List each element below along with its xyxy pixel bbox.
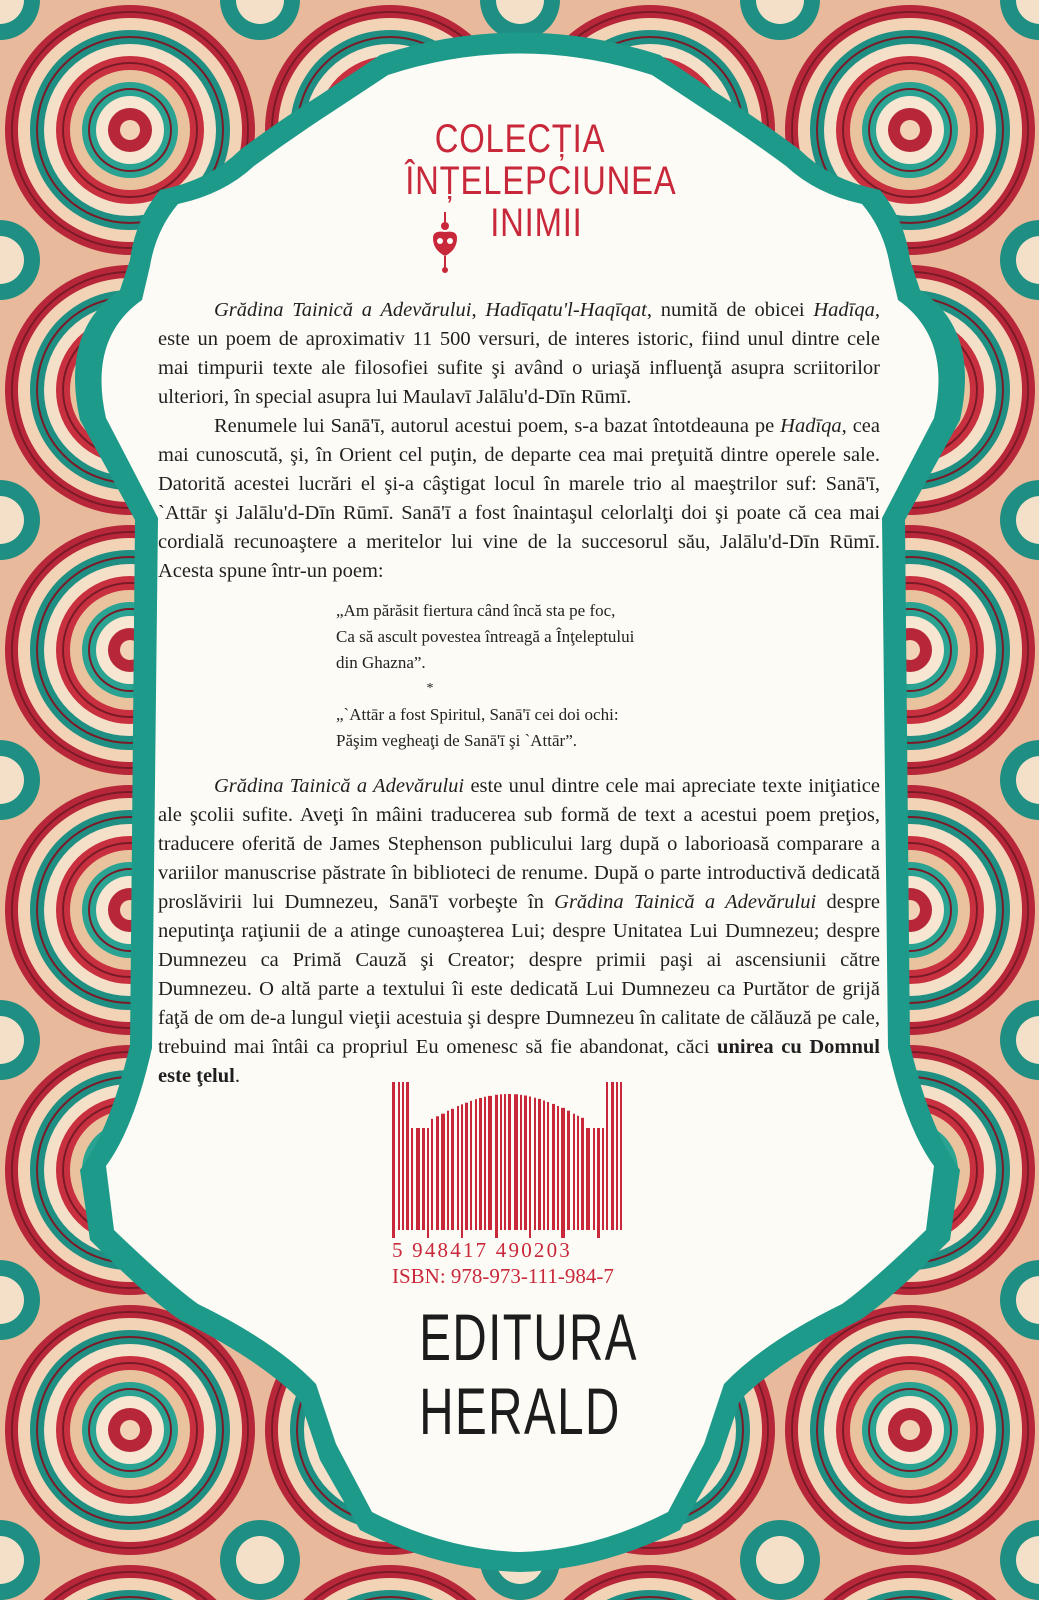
barcode-bar — [524, 1096, 527, 1230]
barcode-bar — [543, 1101, 545, 1230]
barcode-bar — [392, 1082, 395, 1238]
barcode-bar — [500, 1094, 502, 1230]
barcode-bar — [547, 1102, 549, 1230]
barcode — [390, 1080, 640, 1240]
series-line-2: ÎNȚELEPCIUNEA — [405, 159, 677, 203]
publisher-line-1: EDITURA — [419, 1300, 638, 1374]
barcode-bar — [495, 1095, 498, 1238]
quote-separator: * — [426, 681, 434, 696]
book-alt-title: Hadīqatu'l-Haqīqat — [485, 299, 647, 321]
barcode-bar — [422, 1128, 425, 1230]
barcode-bar — [573, 1114, 575, 1230]
barcode-bar — [398, 1082, 400, 1230]
barcode-bar — [616, 1082, 618, 1230]
barcode-bar — [520, 1095, 522, 1230]
barcode-bar — [431, 1119, 433, 1230]
barcode-bar — [606, 1082, 608, 1230]
barcode-bar — [602, 1128, 604, 1230]
barcode-bar — [557, 1106, 559, 1230]
barcode-bar — [593, 1128, 595, 1230]
barcode-bar — [470, 1101, 472, 1230]
barcode-bar — [611, 1082, 614, 1230]
barcode-bar — [538, 1099, 541, 1230]
barcode-bar — [402, 1082, 404, 1230]
barcode-bar — [475, 1099, 477, 1230]
barcode-bar — [577, 1116, 579, 1230]
description-text — [158, 296, 880, 1091]
bold-phrase: unirea cu Domnul este ţelul — [158, 1036, 880, 1087]
heart-emblem-icon — [430, 212, 460, 274]
isbn: ISBN: 978-973-111-984-7 — [392, 1264, 614, 1288]
barcode-bar — [416, 1128, 420, 1230]
barcode-bar — [581, 1118, 584, 1230]
barcode-bar — [529, 1096, 531, 1238]
barcode-bar — [441, 1114, 445, 1230]
barcode-bar — [465, 1103, 468, 1230]
barcode-bar — [504, 1094, 506, 1230]
barcode-bar — [451, 1109, 454, 1230]
paragraph-2: Renumele lui Sanā'ī, autorul acestui poem, s-a bazat întotdeauna pe Hadīqa, cea mai cunoscută, şi, în Orient cel puţin, de departe cea mai preţuită dintre operele sale. Datorită acestei lucrări el şi-a câştigat locul în marele trio al maeştrilor suf: Sanā'ī, `Attār şi Jalālu'd-Dīn Rūmī. Sanā'ī a fost înaintaşul celorlalţi doi şi poate că cea mai cordială recunoaştere a meritelor lui vine de la succesorul său, Jalālu'd-Dīn Rūmī. Acesta spune într-un poem: — [158, 415, 881, 582]
book-title: Grădina Tainică a Adevărului — [214, 299, 472, 321]
barcode-bar — [567, 1111, 570, 1230]
barcode-bar — [457, 1106, 459, 1230]
barcode-bar — [508, 1094, 511, 1230]
barcode-bar — [484, 1097, 486, 1230]
barcode-bar — [436, 1116, 439, 1230]
paragraph-3: Grădina Tainică a Adevărului este unul dintre cele mai apreciate texte iniţiatice ale şcolii sufite. Aveţi în mâini traducerea sub formă de text a acestui poem preţios, traducere oferită de James Stephenson publicului larg după o laborioasă comparare a variilor manuscrise păstrate în biblioteci de renume. După o parte introductivă dedicată proslăvirii lui Dumnezeu, Sanā'ī vorbeşte în Grădina Tainică a Adevărului despre neputinţa raţiunii de a atinge cunoaşterea Lui; despre Unitatea Lui Dumnezeu; despre Dumnezeu ca Primă Cauză şi Creator; despre primii paşi ai ascensiunii către Dumnezeu. O altă parte a textului îi este dedicată Lui Dumnezeu ca Purtător de grijă faţă de om de-a lungul vieţii acestuia şi despre Dumnezeu în calitate de călăuză pe cale, trebuind mai întâi ca propriul Eu omenesc să fie abandonat, căci unirea cu Domnul este ţelul. — [158, 775, 880, 1087]
book-short-title: Hadīqa — [813, 299, 875, 321]
poem-quote-1: „Am părăsit fiertura când încă sta pe foc, Ca să ascult povestea întreagă a Înţeleptului din Ghazna”. — [336, 601, 635, 672]
barcode-bar — [534, 1098, 536, 1230]
barcode-bar — [479, 1098, 482, 1230]
publisher-logo — [419, 1300, 638, 1448]
paragraph-1: Grădina Tainică a Adevărului, Hadīqatu'l-Haqīqat, numită de obicei Hadīqa, este un poem de aproximativ 11 500 versuri, de interes istoric, fiind unul dintre cele mai timpurii texte ale filosofiei sufite şi având o uriaşă influenţă asupra scriitorilor ulteriori, în special asupra lui Maulavī Jalālu'd-Dīn Rūmī. — [158, 299, 880, 408]
barcode-bar — [620, 1082, 622, 1230]
barcode-bar — [597, 1128, 600, 1238]
publisher-line-2: HERALD — [419, 1374, 621, 1448]
barcode-bar — [411, 1128, 413, 1230]
barcode-bar — [461, 1104, 463, 1238]
barcode-bar — [427, 1128, 429, 1238]
barcode-bar — [586, 1128, 590, 1230]
barcode-number: 5 948417 490203 — [392, 1238, 572, 1262]
barcode-bar — [406, 1082, 409, 1230]
barcode-bar — [552, 1104, 555, 1230]
barcode-bar — [447, 1111, 449, 1230]
series-line-3: INIMII — [490, 201, 583, 245]
barcode-bar — [488, 1096, 492, 1230]
barcode-bar — [514, 1094, 518, 1230]
barcode-bar — [561, 1108, 565, 1238]
series-line-1: COLECȚIA — [434, 117, 606, 161]
poem-quote-2: „`Attār a fost Spiritul, Sanā'ī cei doi ochi: Păşim vegheaţi de Sanā'ī şi `Attār”. — [336, 705, 619, 750]
